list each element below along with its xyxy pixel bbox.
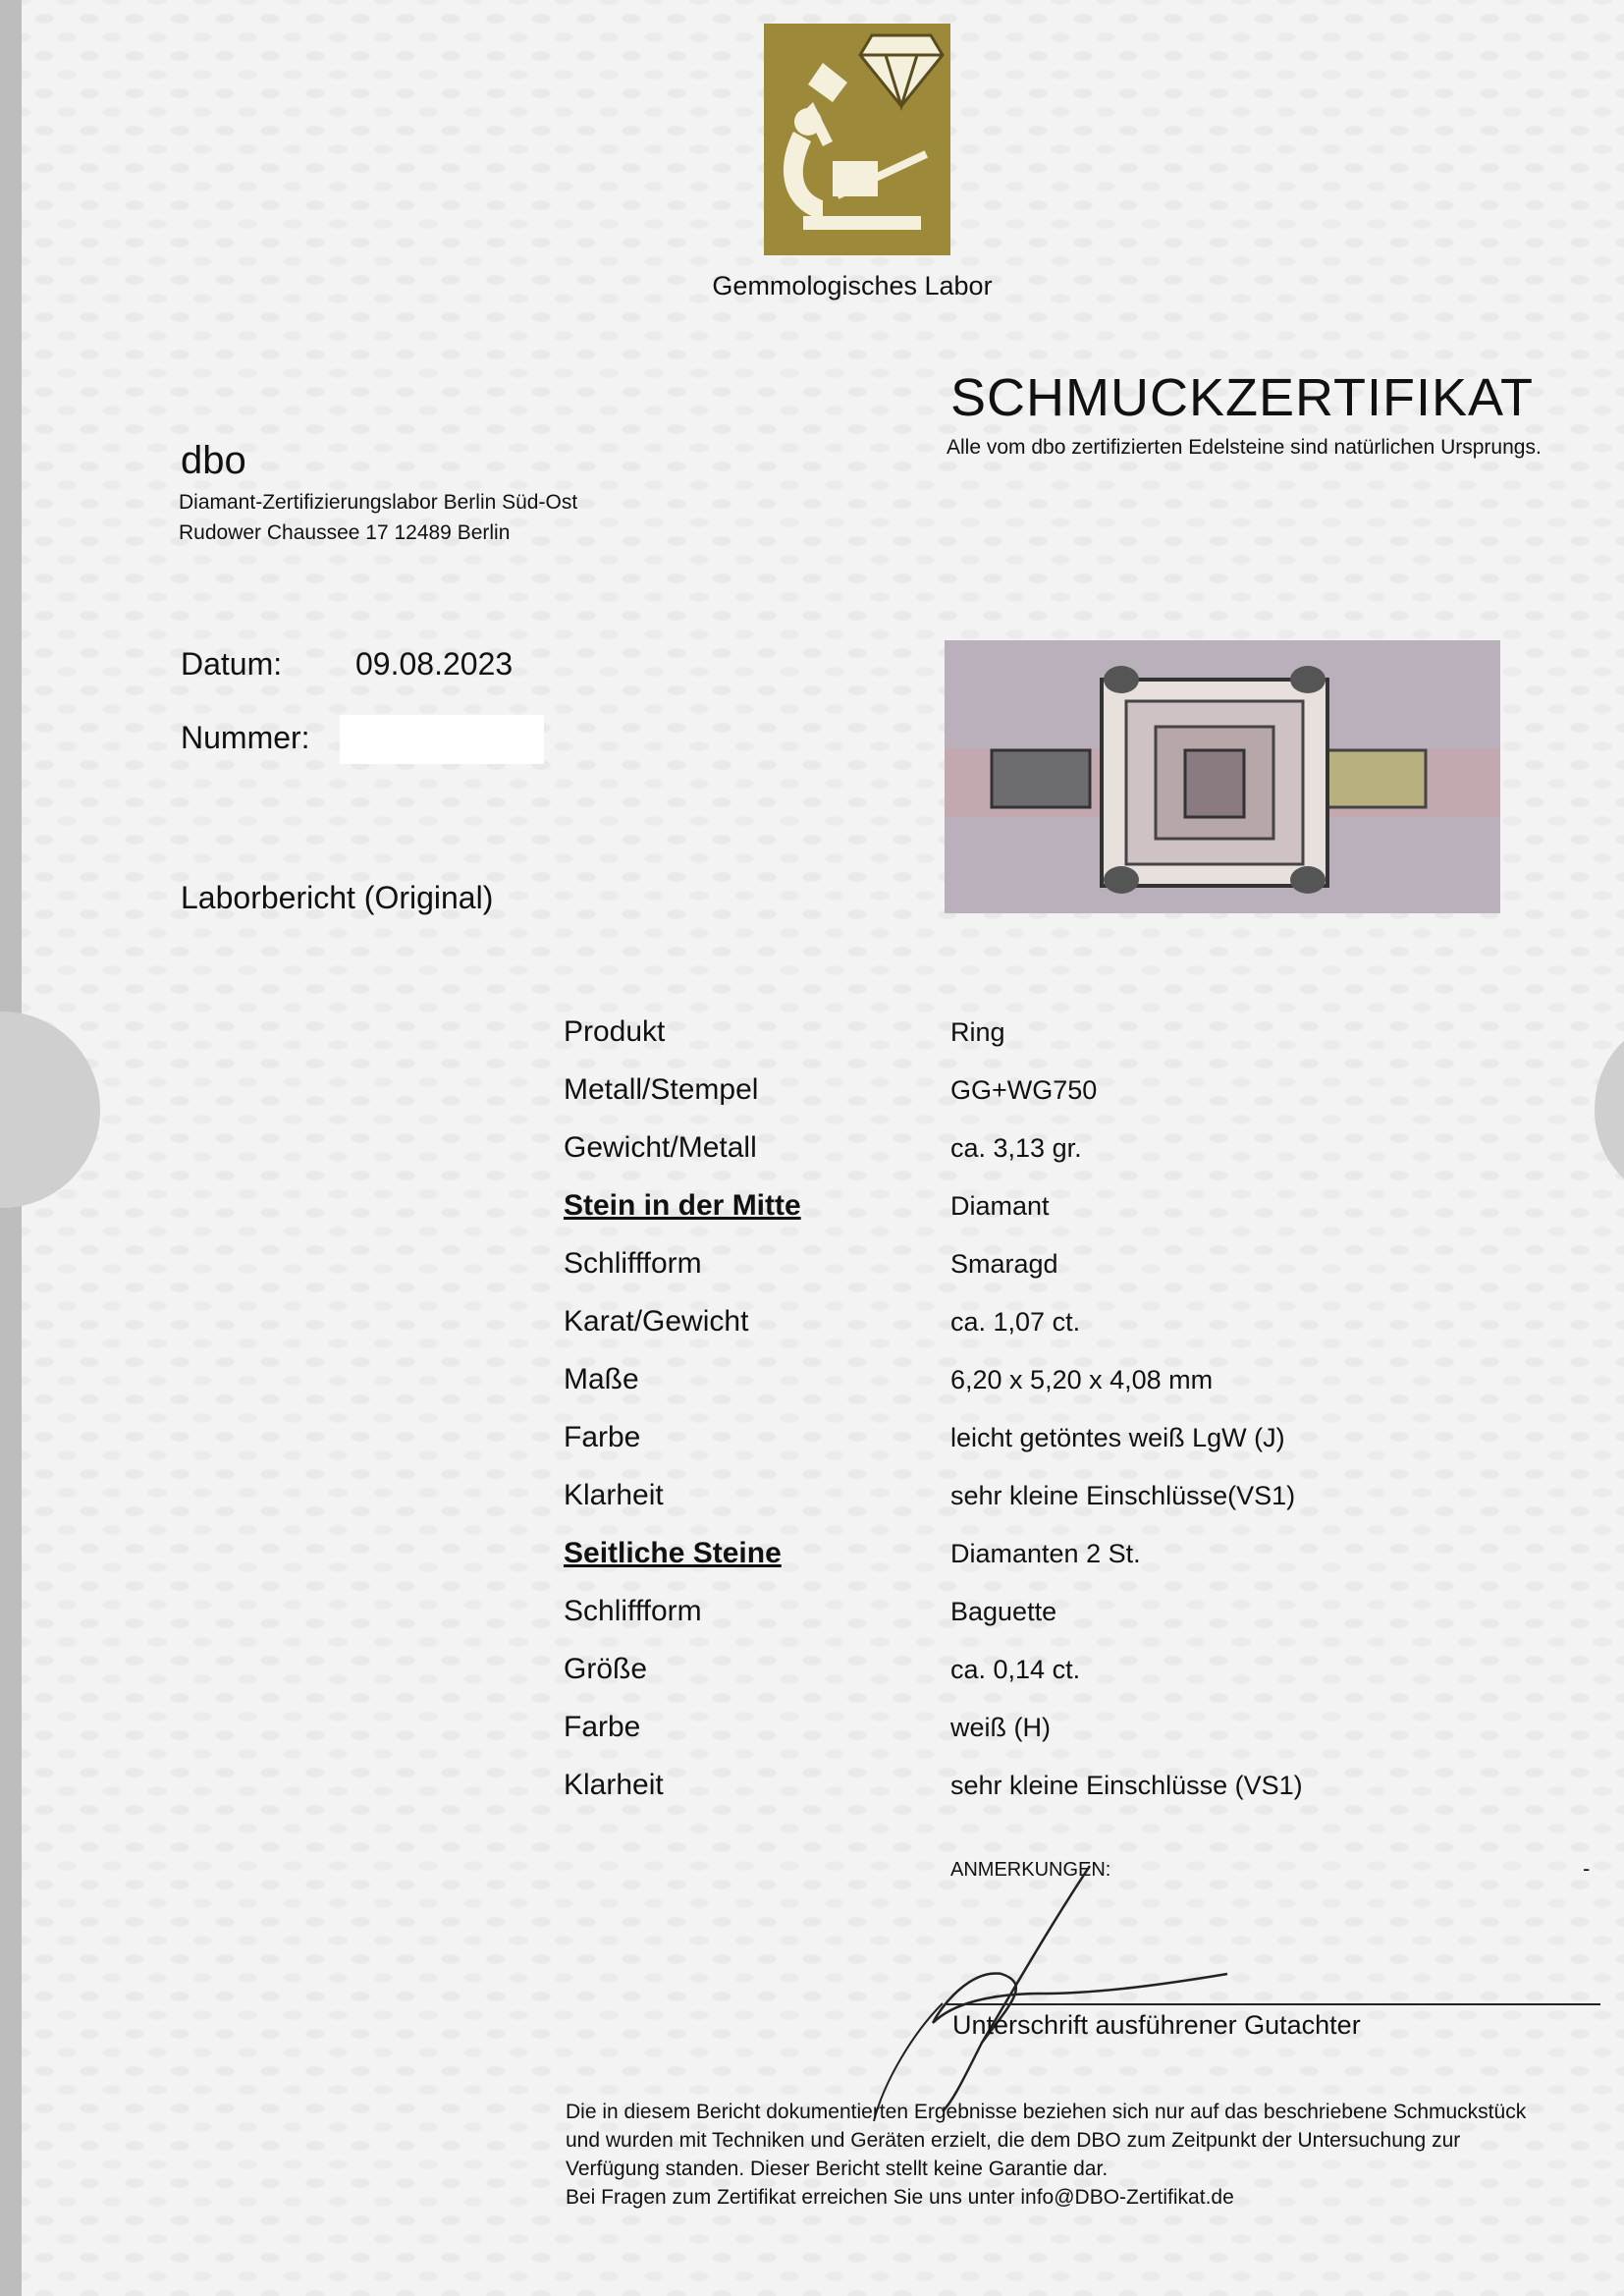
disclaimer-line: Die in diesem Bericht dokumentierten Ergebnisse beziehen sich nur auf das beschriebene Schmuckstück xyxy=(566,2101,1527,2123)
detail-row xyxy=(564,1595,1545,1634)
detail-label: Farbe xyxy=(564,1421,641,1453)
detail-value: Diamant xyxy=(950,1191,1050,1221)
date-label: Datum: xyxy=(181,646,283,682)
disclaimer-line: Verfügung standen. Dieser Bericht stellt keine Garantie dar. xyxy=(566,2158,1109,2180)
disclaimer-line: Bei Fragen zum Zertifikat erreichen Sie uns unter info@DBO-Zertifikat.de xyxy=(566,2186,1234,2209)
remarks-value: - xyxy=(1583,1856,1591,1881)
detail-label: Schliffform xyxy=(564,1595,702,1627)
detail-row xyxy=(564,1421,1545,1460)
detail-value: leicht getöntes weiß LgW (J) xyxy=(950,1423,1285,1452)
disclaimer-line: und wurden mit Techniken und Geräten erzielt, die dem DBO zum Zeitpunkt der Untersuchung zur xyxy=(566,2129,1461,2152)
report-type: Laborbericht (Original) xyxy=(181,880,494,915)
detail-label: Farbe xyxy=(564,1711,641,1743)
detail-row xyxy=(564,1073,1545,1113)
detail-row xyxy=(564,1015,1545,1055)
detail-value: weiß (H) xyxy=(950,1713,1051,1742)
detail-row xyxy=(564,1189,1545,1229)
number-redacted-field xyxy=(340,715,544,764)
left-binder-notch xyxy=(0,1011,100,1208)
issuer-full-name: Diamant-Zertifizierungslabor Berlin Süd-Ost xyxy=(179,491,578,514)
lab-logo xyxy=(764,24,950,255)
detail-row xyxy=(564,1537,1545,1576)
detail-label: Karat/Gewicht xyxy=(564,1305,749,1338)
number-label: Nummer: xyxy=(181,720,310,755)
detail-label: Produkt xyxy=(564,1015,666,1048)
remarks-label: ANMERKUNGEN: xyxy=(950,1859,1111,1881)
right-binder-notch xyxy=(1595,1021,1624,1198)
disclaimer xyxy=(566,2098,1606,2212)
detail-row xyxy=(564,1131,1545,1171)
detail-row xyxy=(564,1247,1545,1286)
detail-section-heading: Stein in der Mitte xyxy=(564,1189,801,1222)
detail-label: Gewicht/Metall xyxy=(564,1131,757,1164)
detail-label: Metall/Stempel xyxy=(564,1073,759,1106)
detail-value: ca. 3,13 gr. xyxy=(950,1133,1082,1163)
detail-row xyxy=(564,1653,1545,1692)
detail-value: Ring xyxy=(950,1017,1005,1047)
signature-label: Unterschrift ausführener Gutachter xyxy=(952,2010,1361,2040)
detail-label: Schliffform xyxy=(564,1247,702,1280)
detail-value: GG+WG750 xyxy=(950,1075,1098,1105)
detail-row xyxy=(564,1711,1545,1750)
page-subtitle: Alle vom dbo zertifizierten Edelsteine sind natürlichen Ursprungs. xyxy=(947,436,1542,459)
detail-label: Größe xyxy=(564,1653,648,1685)
detail-value: Diamanten 2 St. xyxy=(950,1539,1141,1568)
date-value: 09.08.2023 xyxy=(355,646,514,682)
lab-label: Gemmologisches Labor xyxy=(712,271,993,301)
page-title: SCHMUCKZERTIFIKAT xyxy=(950,368,1535,427)
detail-value: ca. 0,14 ct. xyxy=(950,1655,1081,1684)
detail-value: 6,20 x 5,20 x 4,08 mm xyxy=(950,1365,1214,1394)
detail-value: Smaragd xyxy=(950,1249,1058,1279)
issuer-name: dbo xyxy=(181,439,246,482)
detail-label: Klarheit xyxy=(564,1769,664,1801)
detail-value: sehr kleine Einschlüsse(VS1) xyxy=(950,1481,1296,1510)
detail-label: Maße xyxy=(564,1363,639,1395)
detail-label: Klarheit xyxy=(564,1479,664,1511)
detail-value: ca. 1,07 ct. xyxy=(950,1307,1081,1337)
microscope-diamond-icon xyxy=(764,24,950,255)
detail-row xyxy=(564,1769,1545,1808)
issuer-address: Rudower Chaussee 17 12489 Berlin xyxy=(179,521,511,544)
detail-section-heading: Seitliche Steine xyxy=(564,1537,782,1569)
detail-row xyxy=(564,1479,1545,1518)
detail-value: Baguette xyxy=(950,1597,1057,1626)
ring-photo xyxy=(945,640,1500,913)
signature-line xyxy=(947,2003,1600,2005)
detail-value: sehr kleine Einschlüsse (VS1) xyxy=(950,1771,1303,1800)
detail-row xyxy=(564,1363,1545,1402)
detail-row xyxy=(564,1305,1545,1344)
